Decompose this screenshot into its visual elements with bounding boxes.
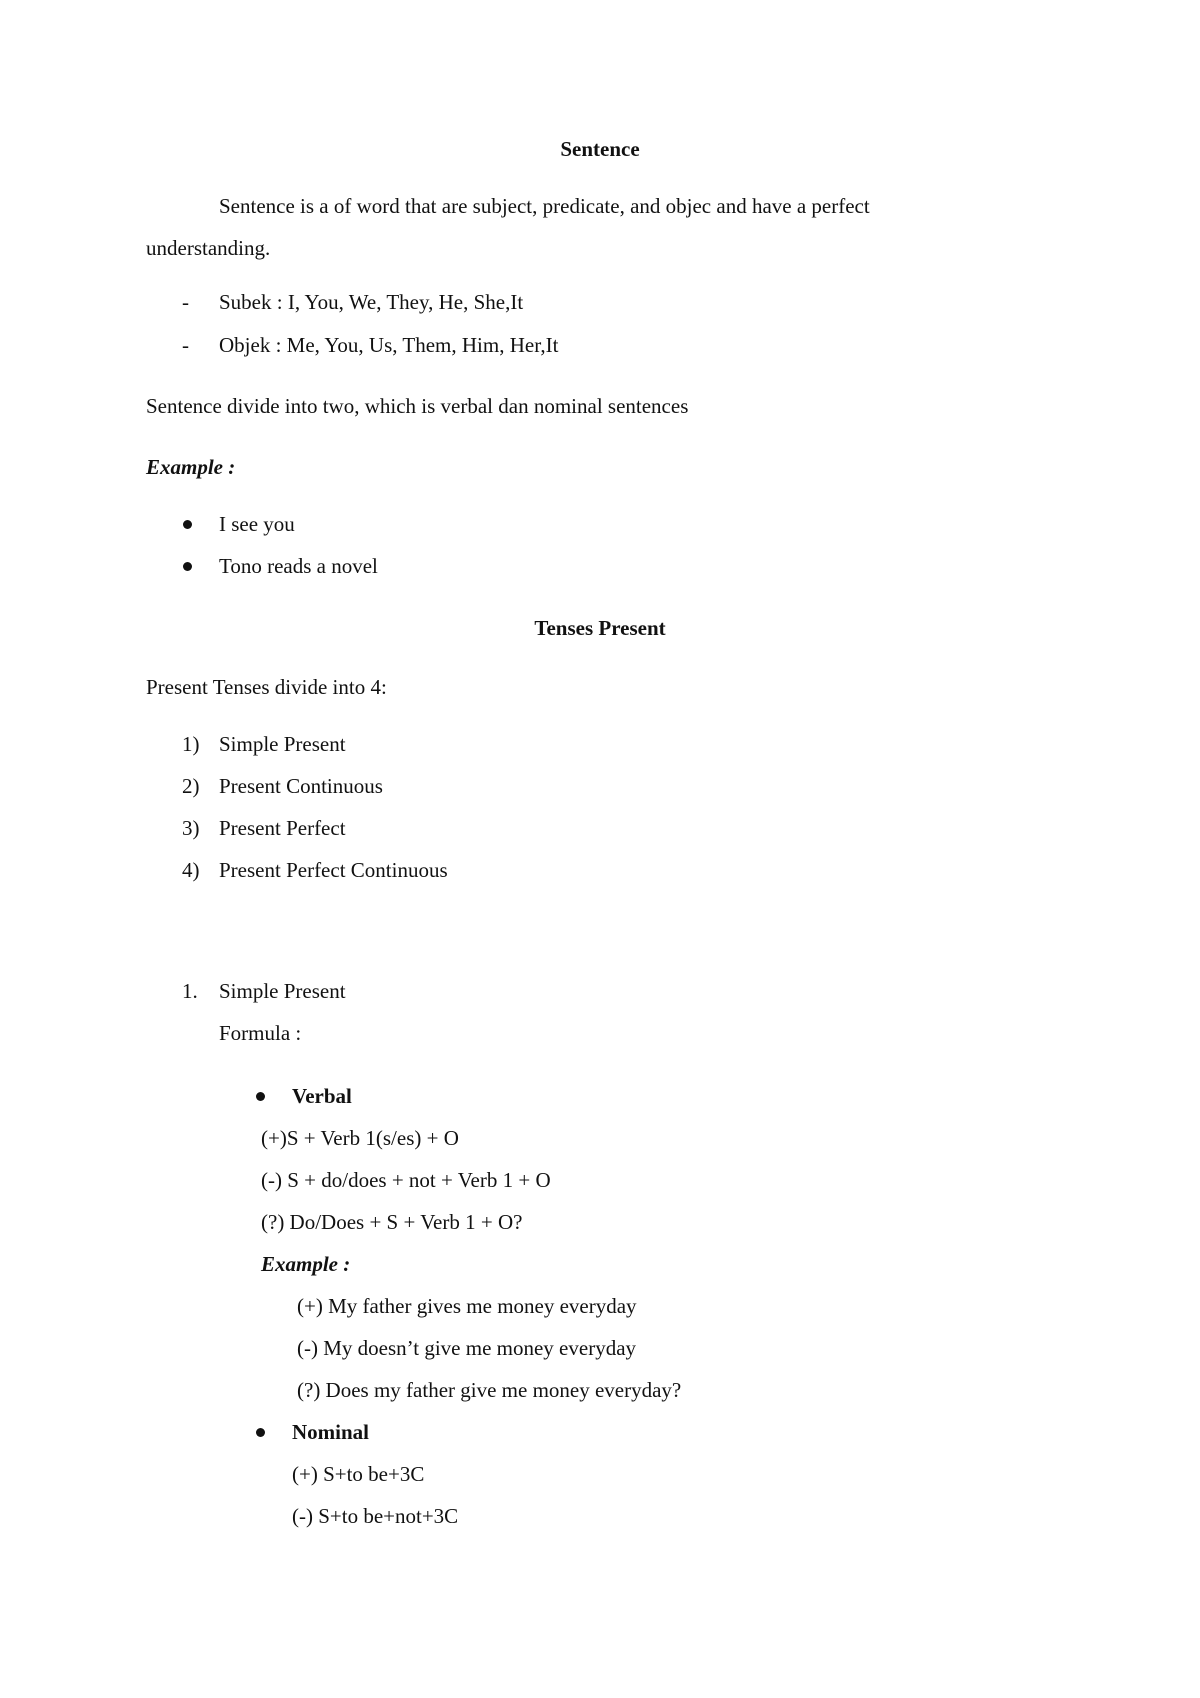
- list-number: 4): [182, 858, 200, 882]
- verbal-formula-positive: (+)S + Verb 1(s/es) + O: [261, 1126, 459, 1150]
- dash-marker: -: [182, 290, 189, 314]
- verbal-example-positive: (+) My father gives me money everyday: [297, 1294, 637, 1318]
- section-title-simple-present: Simple Present: [219, 979, 346, 1003]
- list-number: 2): [182, 774, 200, 798]
- tense-list-item: Present Perfect Continuous: [219, 858, 448, 882]
- verbal-example-negative: (-) My doesn’t give me money everyday: [297, 1336, 637, 1360]
- sentence-divide-text: Sentence divide into two, which is verbal dan nominal sentences: [146, 394, 689, 418]
- nominal-formula-negative: (-) S+to be+not+3C: [292, 1504, 459, 1528]
- present-divide-text: Present Tenses divide into 4:: [146, 675, 387, 699]
- subject-list-item: Subek : I, You, We, They, He, She,It: [219, 290, 524, 314]
- list-number: 1): [182, 732, 200, 756]
- tense-list-item: Present Perfect: [219, 816, 346, 840]
- tense-list-item: Simple Present: [219, 732, 346, 756]
- dash-marker: -: [182, 333, 189, 357]
- section-number: 1.: [182, 979, 198, 1003]
- verbal-formula-negative: (-) S + do/does + not + Verb 1 + O: [261, 1168, 551, 1192]
- example-list-item: Tono reads a novel: [219, 554, 378, 578]
- sentence-definition-line1: Sentence is a of word that are subject, predicate, and objec and have a perfect: [219, 194, 870, 218]
- list-number: 3): [182, 816, 200, 840]
- nominal-formula-positive: (+) S+to be+3C: [292, 1462, 425, 1486]
- heading-tenses-present: Tenses Present: [534, 616, 666, 640]
- tense-list-item: Present Continuous: [219, 774, 383, 798]
- verbal-example-question: (?) Does my father give me money everyday?: [297, 1378, 682, 1402]
- verbal-formula-question: (?) Do/Does + S + Verb 1 + O?: [261, 1210, 523, 1234]
- example-list-item: I see you: [219, 512, 295, 536]
- nominal-label: Nominal: [292, 1420, 370, 1444]
- verbal-example-label: Example :: [261, 1252, 351, 1276]
- bullet-icon: [256, 1428, 265, 1437]
- heading-sentence: Sentence: [560, 137, 640, 161]
- formula-label: Formula :: [219, 1021, 302, 1045]
- sentence-definition-line2: understanding.: [146, 236, 271, 260]
- bullet-icon: [183, 562, 192, 571]
- bullet-icon: [183, 520, 192, 529]
- bullet-icon: [256, 1092, 265, 1101]
- example-label: Example :: [146, 455, 236, 479]
- object-list-item: Objek : Me, You, Us, Them, Him, Her,It: [219, 333, 559, 357]
- verbal-label: Verbal: [292, 1084, 352, 1108]
